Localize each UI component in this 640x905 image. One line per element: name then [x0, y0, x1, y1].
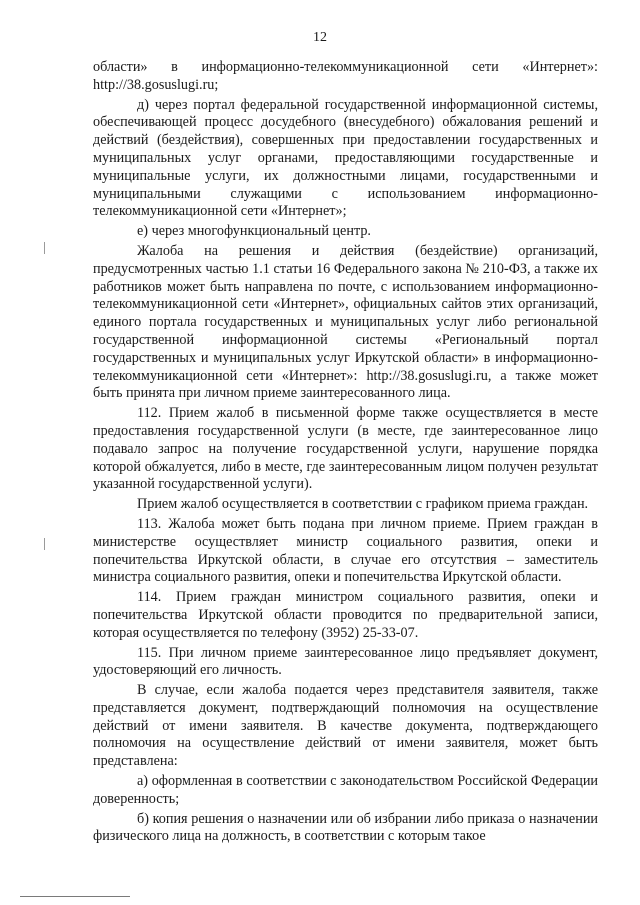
paragraph: а) оформленная в соответствии с законодательством Российской Федерации доверенность;: [93, 773, 598, 807]
paragraph: Прием жалоб осуществляется в соответствии с графиком приема граждан.: [137, 496, 589, 513]
paragraph: 112. Прием жалоб в письменной форме также осуществляется в месте предоставления государственной услуги (в месте, где заинтересованное лицо подавало запрос на получение государственной услуги, нарушение порядка которой обжалуется, либо в месте, где заинтересованным лицом получен результат указанной государственной услуги).: [93, 405, 598, 493]
margin-mark: [44, 538, 45, 550]
footer-rule: [20, 896, 130, 897]
margin-mark: [44, 242, 45, 254]
paragraph: Жалоба на решения и действия (бездействие) организаций, предусмотренных частью 1.1 статьи 16 Федерального закона № 210-ФЗ, а также их работников может быть направлена по почте, с использованием информационно-телекоммуникационной сети «Интернет», официальных сайтов этих организаций, единого портала государственных и муниципальных услуг либо региональной государственной информационной системы «Региональный портал государственных и муниципальных услуг Иркутской области» в информационно-телекоммуникационной сети «Интернет»: http://38.gosuslugi.ru, а также может быть принята при личном приеме заинтересованного лица.: [93, 242, 598, 402]
page-number: 12: [313, 30, 327, 45]
paragraph: 115. При личном приеме заинтересованное лицо предъявляет документ, удостоверяющий его личность.: [93, 644, 598, 679]
paragraph: области» в информационно-телекоммуникационной сети «Интернет»: http://38.gosuslugi.ru;: [93, 59, 598, 93]
paragraph: д) через портал федеральной государственной информационной системы, обеспечивающей процесс досудебного (внесудебного) обжалования решений и действий (бездействия), совершенных при предоставлении государственных и муниципальных услуг органами, предоставляющими государственные и муниципальные услуги, их должностными лицами, государственными и муниципальными служащими с использованием информационно-телекоммуникационной сети «Интернет»;: [93, 96, 598, 220]
paragraph: 113. Жалоба может быть подана при личном приеме. Прием граждан в министерстве осуществляет министр социального развития, опеки и попечительства Иркутской области, в случае его отсутствия – заместитель министра социального развития, опеки и попечительства Иркутской области.: [93, 515, 598, 586]
paragraph: е) через многофункциональный центр.: [137, 223, 371, 240]
paragraph: 114. Прием граждан министром социального развития, опеки и попечительства Иркутской области проводится по предварительной записи, которая осуществляется по телефону (3952) 25-33-07.: [93, 589, 598, 641]
paragraph: б) копия решения о назначении или об избрании либо приказа о назначении физического лица на должность, в соответствии с которым такое: [93, 810, 598, 845]
document-body: [93, 59, 598, 848]
paragraph: В случае, если жалоба подается через представителя заявителя, также представляется документ, подтверждающий полномочия на осуществление действий от имени заявителя. В качестве документа, подтверждающего полномочия на осуществление действий от имени заявителя, может быть представлена:: [93, 682, 598, 770]
